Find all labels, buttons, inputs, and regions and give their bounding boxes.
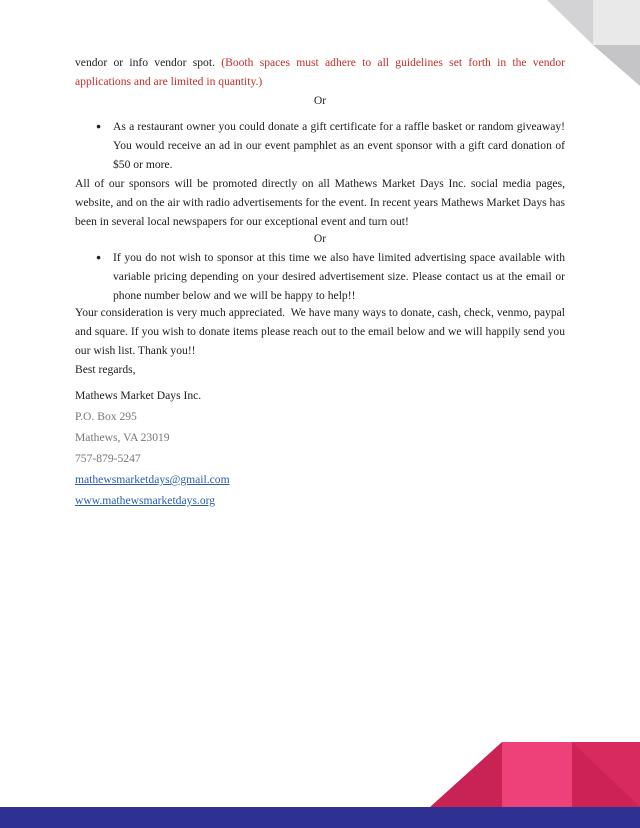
bullet-dot-icon: ● xyxy=(96,121,102,131)
city-state-zip-line: Mathews, VA 23019 xyxy=(75,431,170,444)
signature-block xyxy=(75,386,565,510)
email-line xyxy=(75,470,565,489)
vendor-spot-text: vendor or info vendor spot. xyxy=(75,56,222,69)
email-link[interactable]: mathewsmarketdays@gmail.com xyxy=(75,473,230,486)
website-link[interactable]: www.mathewsmarketdays.org xyxy=(75,494,216,507)
booth-guidelines-note: (Booth spaces must adhere to all guidelines set forth in the vendor applications and are limited in quantity.) xyxy=(75,56,565,88)
footer-pink-rectangle-icon xyxy=(502,742,572,807)
po-box-line: P.O. Box 295 xyxy=(75,410,137,423)
paragraph-sponsors-promotion: All of our sponsors will be promoted directly on all Mathews Market Days Inc. social media pages, website, and on the air with radio advertisements for the event. In recent years Mathews Market Days has been in several local newspapers for our exceptional event and turn out! xyxy=(75,177,565,228)
bullet-advertising-text: If you do not wish to sponsor at this time we also have limited advertising space available with variable pricing depending on your desired advertisement size. Please contact us at the email or phone number below and we will be happy to help!! xyxy=(113,251,565,302)
corner-fold-wedge-bottom-icon xyxy=(593,45,640,86)
company-name: Mathews Market Days Inc. xyxy=(75,389,202,402)
letter-body xyxy=(75,53,565,512)
bullet-dot-icon: ● xyxy=(96,252,102,262)
footer-crimson-shadow-icon xyxy=(572,742,640,807)
website-line xyxy=(75,491,565,510)
corner-fold-wedge-top-icon xyxy=(547,0,593,45)
bullet-restaurant-text: As a restaurant owner you could donate a gift certificate for a raffle basket or random giveaway! You would receive an ad in our event pamphlet as an event sponsor with a gift card donation of $50 or more. xyxy=(113,120,565,171)
footer-crimson-rectangle-icon xyxy=(572,742,640,807)
separator-or-2: Or xyxy=(313,232,327,245)
paragraph-vendor-spot xyxy=(75,53,565,91)
bullet-item-advertising xyxy=(75,248,565,305)
closing-text: Best regards, xyxy=(75,363,136,376)
paragraph-consideration: Your consideration is very much appreciated. We have many ways to donate, cash, check, venmo, paypal and square. If you wish to donate items please reach out to the email below and we will happily send you our wish list. Thank you!! xyxy=(75,306,565,357)
phone-number: 757-879-5247 xyxy=(75,452,141,465)
corner-fold-square-icon xyxy=(593,0,640,45)
footer-pink-triangle-icon xyxy=(430,742,502,807)
separator-or-1: Or xyxy=(313,94,327,107)
footer-blue-bar xyxy=(0,807,640,828)
bullet-item-restaurant xyxy=(75,117,565,174)
